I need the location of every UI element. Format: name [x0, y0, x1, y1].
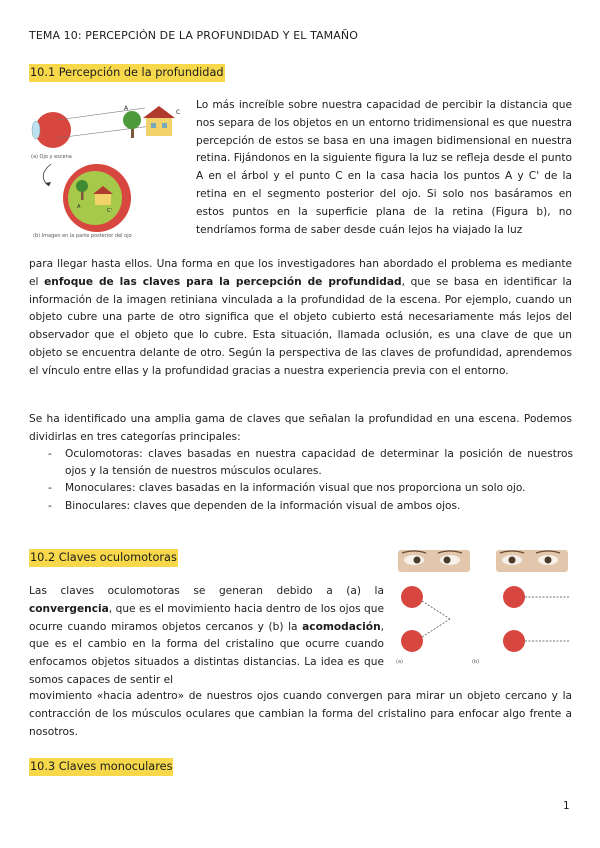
paragraph-depth-cues: para llegar hasta ellos. Una forma en que los investigadores han abordado el problema es mediante el enfoque de las claves para la percepción de profundidad, que se basa en identificar la información de la imagen retiniana vinculada a la profundidad de la escena. Por ejemplo, cuando un objeto cubre una parte de otro significa que el objeto cubierto está necesariamente más lejos del observador que el objeto que lo cubre. Esta situación, llamada oclusión, es una clave de que un objeto se encuentra delante de otro. Según la perspectiva de las claves de profundidad, aprendemos el vínculo entre ellas y la profundidad gracias a nuestra experiencia previa con el entorno. — [29, 258, 572, 377]
bold-term-acomodacion: acomodación — [302, 620, 381, 633]
paragraph-depth-intro: Lo más increíble sobre nuestra capacidad de percibir la distancia que nos separa de los objetos en un entorno tridimensional es que nuestra percepción de estos se basa en una imagen bidimensional en nuestra retina. Fijándonos en la siguiente figura la luz se refleja desde el punto A en el árbol y el punto C en la casa hacia los puntos A y C' de la retina en el segmento posterior del ojo. Si solo nos basáramos en estos puntos en la superficie plana de la retina (Figura b), no tendríamos forma de saber desde cuán lejos ha viajado la luz — [196, 99, 572, 236]
list-item: - Binoculares: claves que dependen de la información visual de ambos ojos. — [45, 498, 573, 515]
section-heading-10-1: 10.1 Percepción de la profundidad — [29, 64, 225, 82]
section-heading-10-2: 10.2 Claves oculomotoras — [29, 549, 178, 567]
paragraph-categories: Se ha identificado una amplia gama de claves que señalan la profundidad en una escena. Podemos dividirlas en tres categorías principales: — [29, 413, 572, 443]
paragraph-oculomotor-cont: movimiento «hacia adentro» de nuestros ojos cuando convergen para mirar un objeto cercano y la contracción de los músculos oculares que cambian la forma del cristalino para enfocar algo frente a nosotros. — [29, 690, 572, 738]
figure2-caption-a: (a) — [396, 659, 403, 665]
figure2-caption-b: (b) — [472, 659, 480, 665]
depth-cue-list — [45, 446, 573, 515]
bold-term-depth-cues: enfoque de las claves para la percepción de profundidad — [44, 275, 402, 288]
section-heading-10-3: 10.3 Claves monoculares — [29, 758, 173, 776]
convergence-figure — [392, 545, 574, 673]
document-title: TEMA 10: PERCEPCIÓN DE LA PROFUNDIDAD Y EL TAMAÑO — [29, 29, 358, 42]
tree-icon — [123, 111, 141, 129]
house-icon — [143, 106, 175, 118]
paragraph-oculomotor: Las claves oculomotoras se generan debido a (a) la convergencia, que es el movimiento hacia dentro de los ojos que ocurre cuando miramos objetos cercanos y (b) la acomodación, que es el cambio en la forma del cristalino que ocurre cuando enfocamos objetos situados a distintas distancias. La idea es que somos capaces de sentir el — [29, 585, 385, 686]
eye-ball-icon — [35, 112, 71, 148]
page-number: 1 — [563, 800, 570, 812]
figure1-caption-a: (a) Ojo y escena — [31, 154, 72, 160]
svg-text:A: A — [77, 204, 81, 210]
bold-term-convergencia: convergencia — [29, 602, 109, 615]
list-item: - Oculomotoras: claves basadas en nuestra capacidad de determinar la posición de nuestros ojos y la tensión de nuestros músculos oculares. — [45, 446, 573, 480]
svg-text:C': C' — [107, 208, 112, 214]
svg-text:C: C — [176, 109, 181, 116]
list-item: - Monoculares: claves basadas en la información visual que nos proporciona un solo ojo. — [45, 480, 573, 497]
svg-text:A: A — [124, 105, 129, 112]
figure1-caption-b: (b) Imagen en la parte posterior del ojo — [33, 233, 132, 238]
eye-scene-figure — [27, 98, 187, 238]
eye-photo-icon — [414, 557, 421, 564]
